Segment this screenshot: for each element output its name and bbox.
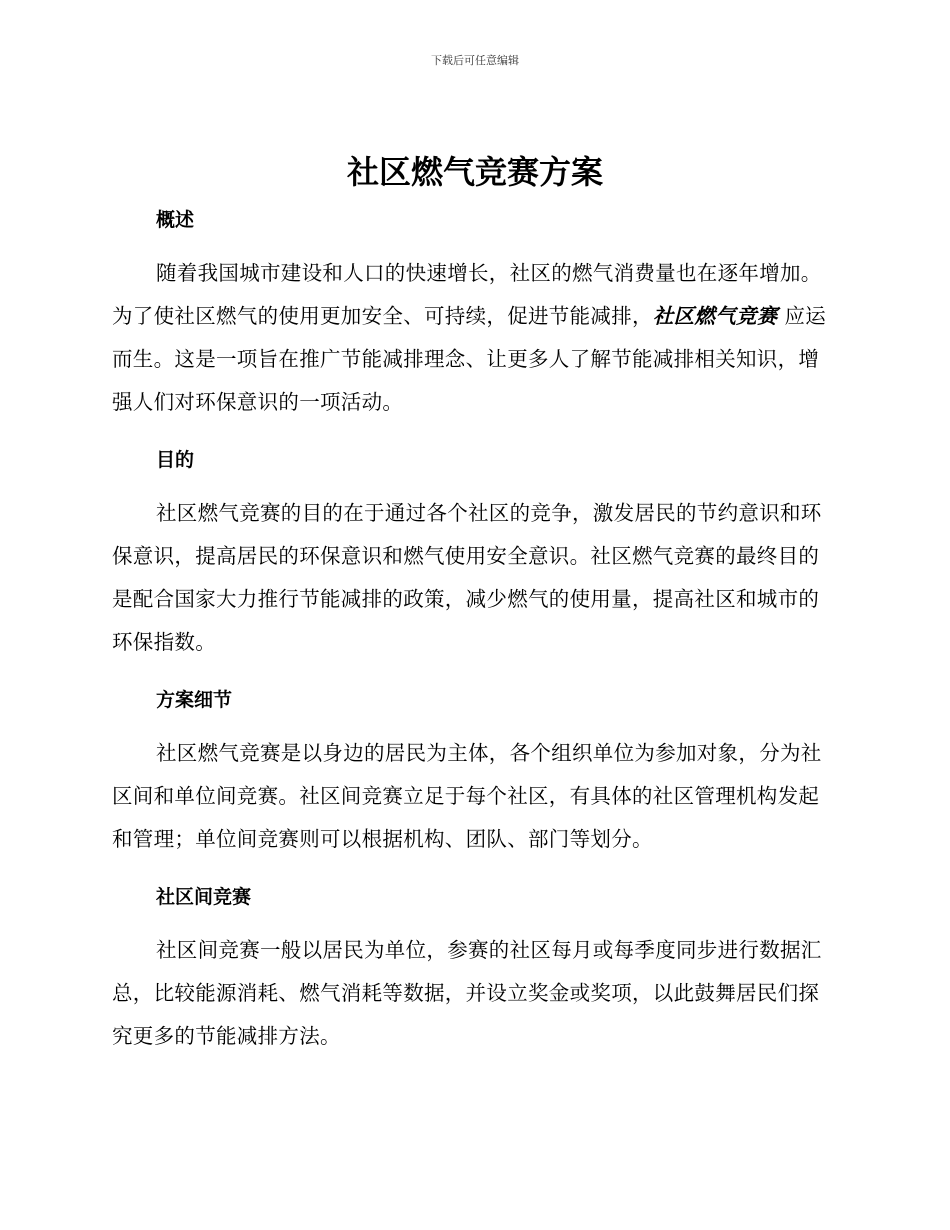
paragraph-text-before: 随着我国城市建设和人口的快速增长，社区的燃气消费量也在逐年增加。为了使社区燃气的使用更加安全、可持续，促进节能减排， — [112, 261, 822, 328]
section-heading-plan-details: 方案细节 — [156, 689, 233, 711]
section-paragraph-plan-details: 社区燃气竞赛是以身边的居民为主体，各个组织单位为参加对象，分为社区间和单位间竞赛。社区间竞赛立足于每个社区，有具体的社区管理机构发起和管理；单位间竞赛则可以根据机构、团队、部门等划分。 — [112, 741, 822, 851]
document-body — [112, 198, 834, 1058]
document-title: 社区燃气竞赛方案 — [346, 153, 603, 191]
section-heading-purpose: 目的 — [156, 449, 195, 471]
section-heading-overview: 概述 — [156, 209, 195, 231]
section-paragraph-inter-community: 社区间竞赛一般以居民为单位，参赛的社区每月或每季度同步进行数据汇总，比较能源消耗、燃气消耗等数据，并设立奖金或奖项，以此鼓舞居民们探究更多的节能减排方法。 — [112, 938, 822, 1048]
page-header-note: 下载后可任意编辑 — [431, 54, 519, 67]
section-paragraph-overview — [112, 252, 834, 424]
paragraph-text-after: 应运而生。这是一项旨在推广节能减排理念、让更多人了解节能减排相关知识，增强人们对环保意识的一项活动。 — [112, 304, 827, 414]
paragraph-emphasis: 社区燃气竞赛 — [652, 304, 778, 328]
section-paragraph-purpose: 社区燃气竞赛的目的在于通过各个社区的竞争，激发居民的节约意识和环保意识，提高居民的环保意识和燃气使用安全意识。社区燃气竞赛的最终目的是配合国家大力推行节能减排的政策，减少燃气的使用量，提高社区和城市的环保指数。 — [112, 501, 822, 654]
section-heading-inter-community: 社区间竞赛 — [156, 886, 252, 908]
